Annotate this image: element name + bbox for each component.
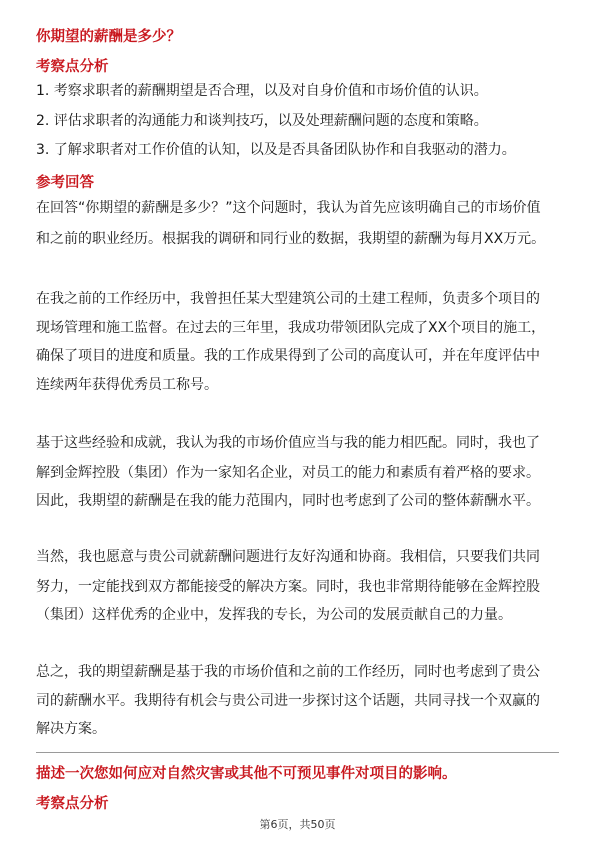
analysis-heading: 考察点分析 <box>36 796 109 812</box>
analysis-point: 2. 评估求职者的沟通能力和谈判技巧，以及处理薪酬问题的态度和策略。 <box>36 113 488 129</box>
answer-line: 在回答“你期望的薪酬是多少？”这个问题时，我认为首先应该明确自己的市场价值 <box>36 200 541 216</box>
answer-line: （集团）这样优秀的企业中，发挥我的专长，为公司的发展贡献自己的力量。 <box>36 607 512 623</box>
answer-line: 因此，我期望的薪酬是在我的能力范围内，同时也考虑到了公司的整体薪酬水平。 <box>36 493 540 509</box>
answer-line: 和之前的职业经历。根据我的调研和同行业的数据，我期望的薪酬为每月XX万元。 <box>36 231 546 247</box>
question-title: 你期望的薪酬是多少？ <box>36 29 181 45</box>
page-number: 第6页，共50页 <box>259 818 336 831</box>
answer-line: 确保了项目的进度和质量。我的工作成果得到了公司的高度认可，并在年度评估中 <box>36 348 540 364</box>
answer-line: 当然，我也愿意与贵公司就薪酬问题进行友好沟通和协商。我相信，只要我们共同 <box>36 549 540 565</box>
answer-line: 基于这些经验和成就，我认为我的市场价值应当与我的能力相匹配。同时，我也了 <box>36 435 540 451</box>
answer-line: 连续两年获得优秀员工称号。 <box>36 377 218 393</box>
analysis-heading: 考察点分析 <box>36 59 109 75</box>
analysis-point: 1. 考察求职者的薪酬期望是否合理，以及对自身价值和市场价值的认识。 <box>36 83 488 99</box>
answer-line: 努力，一定能找到双方都能接受的解决方案。同时，我也非常期待能够在金辉控股 <box>36 579 540 595</box>
answer-line: 解到金辉控股（集团）作为一家知名企业，对员工的能力和素质有着严格的要求。 <box>36 465 540 481</box>
answer-heading: 参考回答 <box>36 175 94 191</box>
question-title: 描述一次您如何应对自然灾害或其他不可预见事件对项目的影响。 <box>36 766 457 782</box>
answer-line: 总之，我的期望薪酬是基于我的市场价值和之前的工作经历，同时也考虑到了贵公 <box>36 664 540 680</box>
section-divider <box>36 752 559 753</box>
analysis-point: 3. 了解求职者对工作价值的认知，以及是否具备团队协作和自我驱动的潜力。 <box>36 142 516 158</box>
answer-line: 在我之前的工作经历中，我曾担任某大型建筑公司的土建工程师，负责多个项目的 <box>36 291 540 307</box>
answer-line: 司的薪酬水平。我期待有机会与贵公司进一步探讨这个话题，共同寻找一个双赢的 <box>36 693 540 709</box>
answer-line: 现场管理和施工监督。在过去的三年里，我成功带领团队完成了XX个项目的施工， <box>36 320 546 336</box>
answer-line: 解决方案。 <box>36 721 106 737</box>
